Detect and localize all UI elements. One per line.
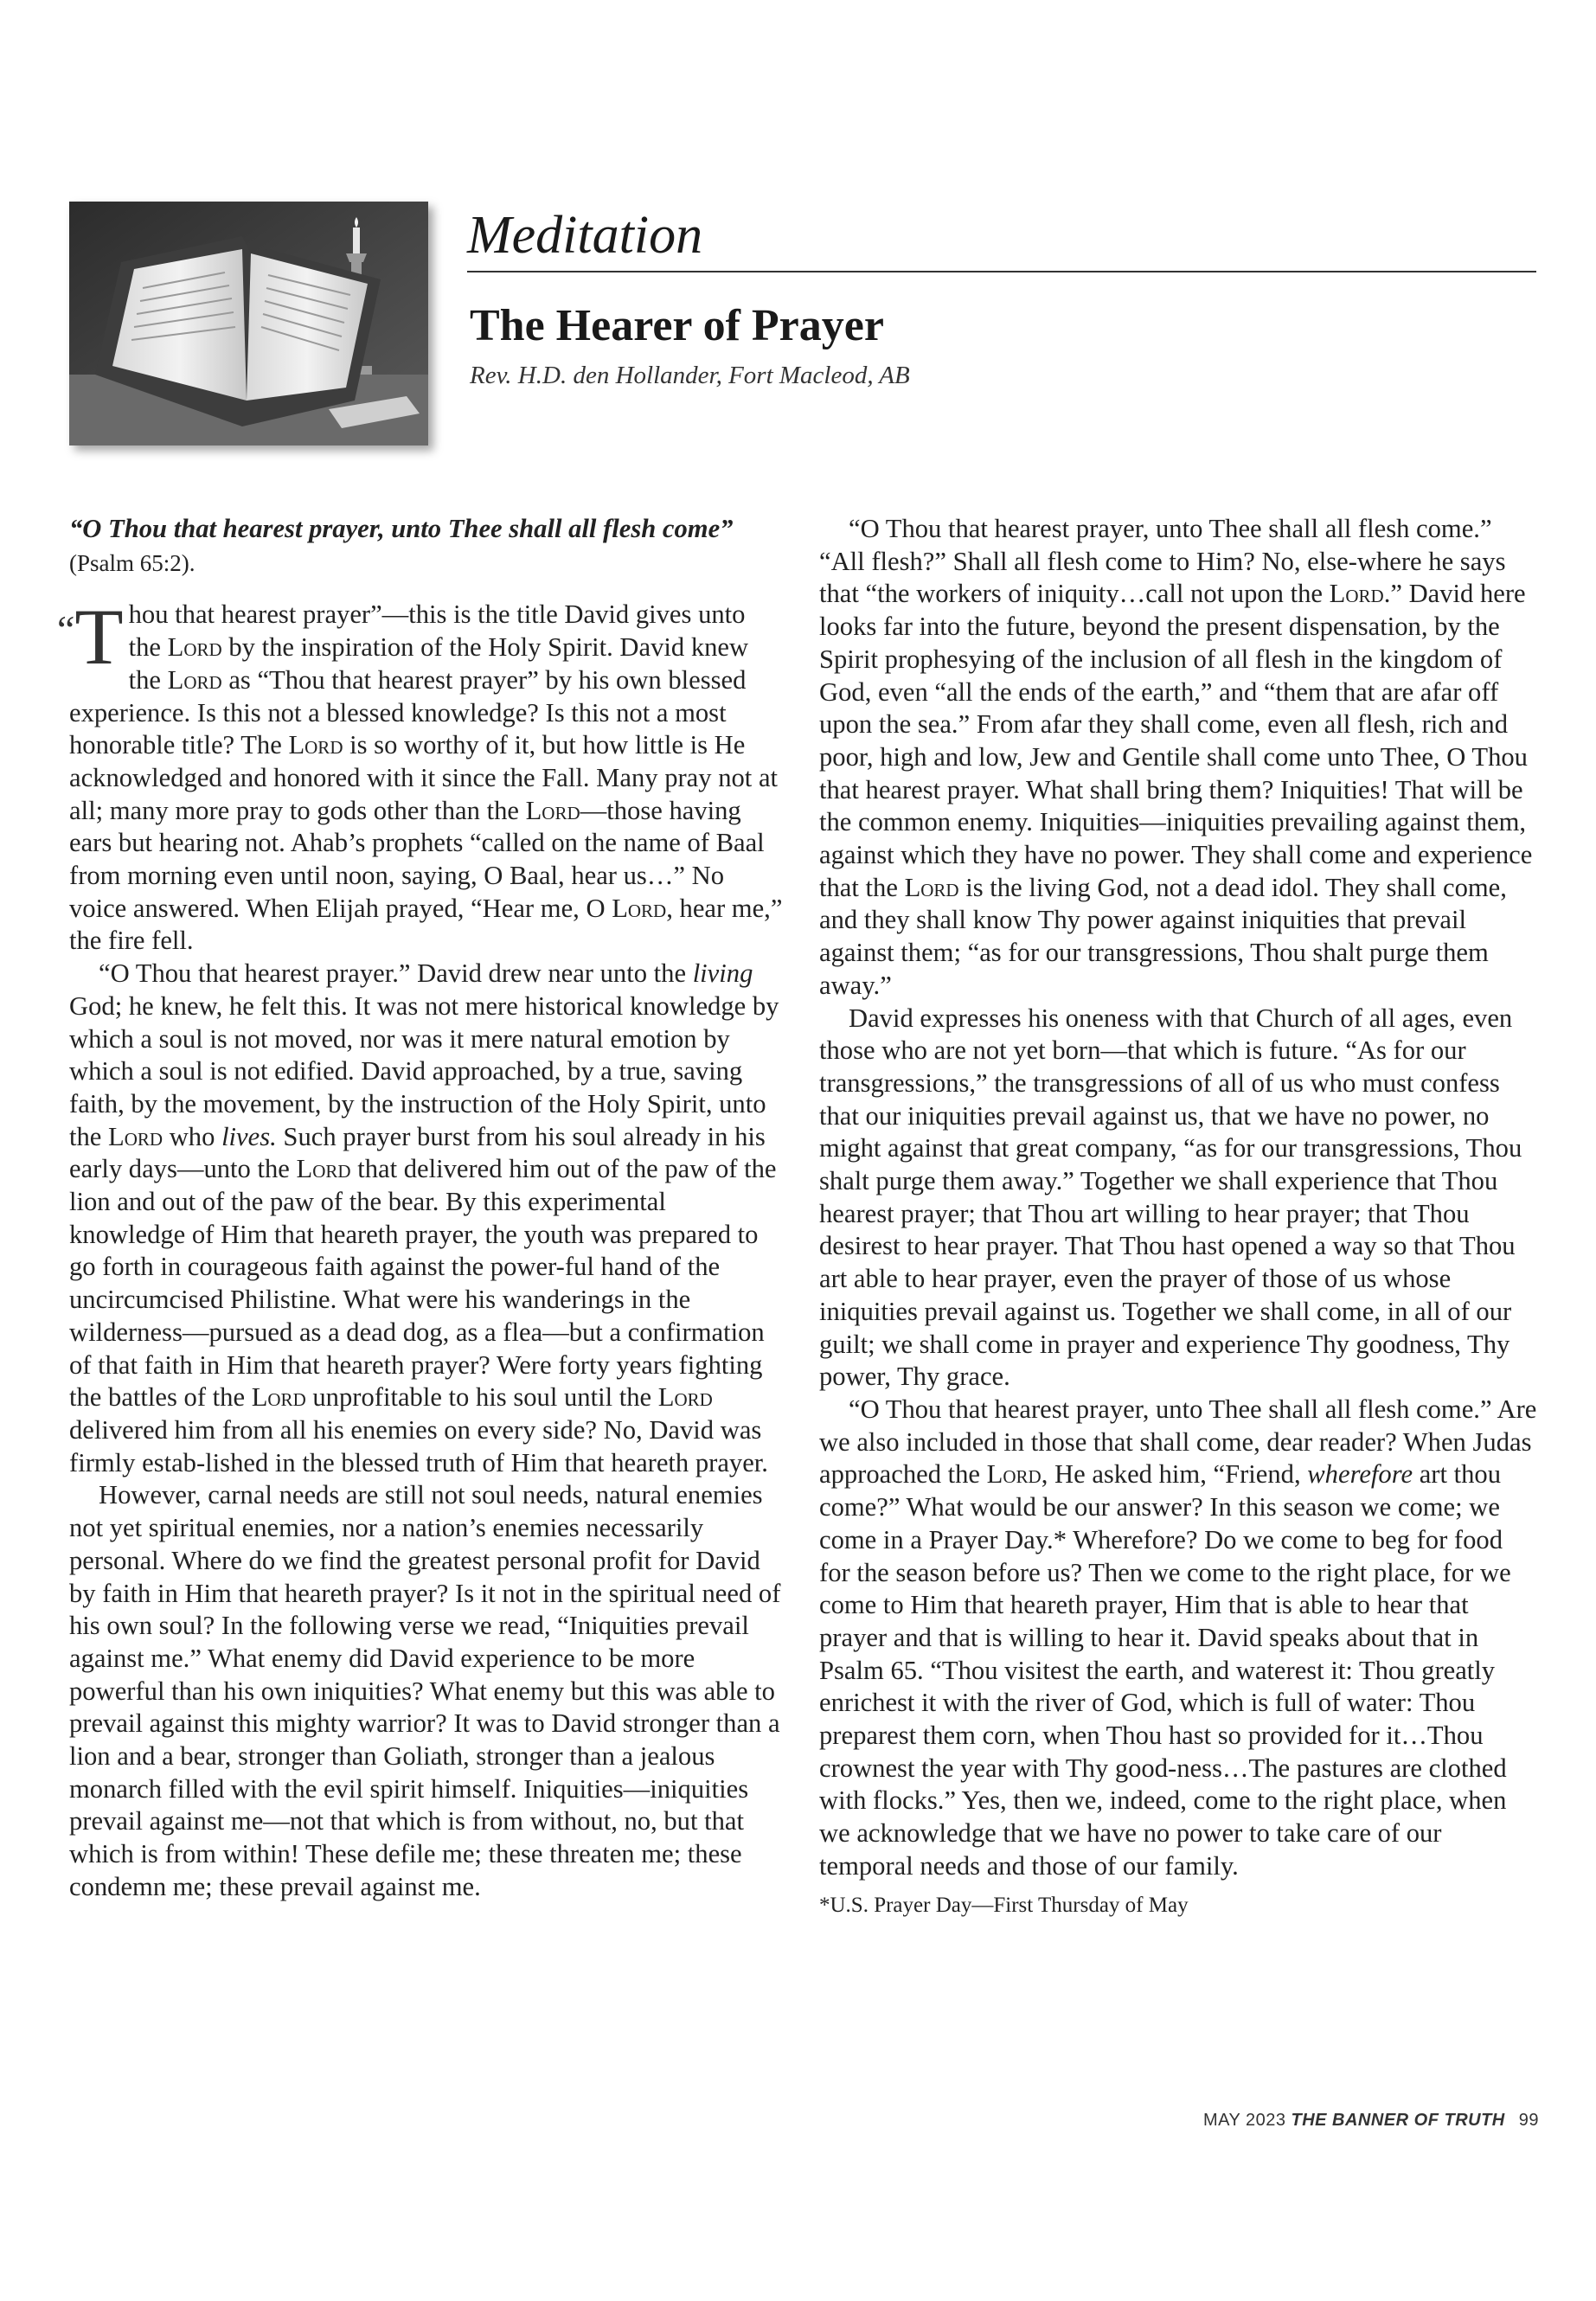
left-column	[57, 513, 783, 1904]
page-number: 99	[1518, 2111, 1539, 2130]
article-title: The Hearer of Prayer	[470, 301, 884, 350]
epigraph-reference: (Psalm 65:2).	[69, 549, 195, 576]
paragraph-2: “O Thou that hearest prayer.” David drew near unto the living God; he knew, he felt this. It was not mere historical knowledge by which a soul is not moved, nor was it mere natural emotion by which a soul is not edified. David approached, by a true, saving faith, by the movement, by the instruction of the Holy Spirit, unto the Lord who lives. Such prayer burst from his soul already in his early days—unto the Lord that delivered him out of the paw of the lion and out of the paw of the bear. By this experimental knowledge of Him that heareth prayer, the youth was prepared to go forth in courageous faith against the power-ful hand of the uncircumcised Philistine. What were his wanderings in the wilderness—pursued as a dead dog, as a flea—but a confirmation of that faith in Him that heareth prayer? Were forty years fighting the battles of the Lord unprofitable to his soul until the Lord delivered him from all his enemies on every side? No, David was firmly estab-lished in the blessed truth of Him that heareth prayer.	[69, 958, 779, 1477]
header-illustration-open-bible	[69, 202, 428, 445]
paragraph-3: However, carnal needs are still not soul needs, natural enemies not yet spiritual enemies, nor a nation’s enemies necessarily personal. Where do we find the greatest personal profit for David by faith in Him that heareth prayer? Is it not in the spiritual need of his own soul? In the following verse we read, “Iniquities prevail against me.” What enemy did David experience to be more powerful than his own iniquities? What enemy but this was able to prevail against this mighty warrior? It was to David stronger than a lion and a bear, stronger than Goliath, stronger than a jealous monarch filled with the evil spirit himself. Iniquities—iniquities prevail against me—not that which is from without, no, but that which is from within! These defile me; these threaten me; these condemn me; these prevail against me.	[69, 1480, 781, 1901]
footnote: *U.S. Prayer Day—First Thursday of May	[819, 1893, 1189, 1917]
drop-cap: “T	[57, 593, 124, 682]
paragraph-4: “O Thou that hearest prayer, unto Thee shall all flesh come.” “All flesh?” Shall all flesh come to Him? No, else-where he says that “the workers of iniquity…call not upon the Lord.” David here looks far into the future, beyond the present dispensation, by the Spirit prophesying of the inclusion of all flesh in the kingdom of God, even “all the ends of the earth,” and “them that are afar off upon the sea.” From afar they shall come, even all flesh, rich and poor, high and low, Jew and Gentile shall come unto Thee, O Thou that hearest prayer. What shall bring them? Iniquities! That will be the common enemy. Iniquities—iniquities prevailing against them, against which they have no power. They shall come and experience that the Lord is the living God, not a dead idol. They shall come, and they shall know Thy power against iniquities that prevail against them; “as for our transgressions, Thou shalt purge them away.”	[819, 514, 1533, 1000]
paragraph-5: David expresses his oneness with that Church of all ages, even those who are not yet born—that which is future. “As for our transgressions,” the transgressions of all of us who must confess that our iniquities prevail against us, that we have no power, no might against that great company, “as for our transgressions, Thou shalt purge them away.” Together we shall experience that Thou hearest prayer; that Thou art willing to hear prayer; that Thou desirest to hear prayer. That Thou hast opened a way so that Thou art able to hear prayer, even the prayer of those of us whose iniquities prevail against us. Together we shall come, in all of our guilt; we shall come in prayer and experience Thy goodness, Thy power, Thy grace.	[819, 1003, 1522, 1392]
open-bible-candle-illustration	[69, 202, 428, 445]
section-title: Meditation	[467, 206, 703, 265]
epigraph	[69, 513, 783, 580]
right-column	[819, 513, 1539, 1920]
author-byline: Rev. H.D. den Hollander, Fort Macleod, AB	[470, 362, 910, 389]
issue-date: MAY 2023	[1202, 2111, 1286, 2130]
page-footer	[1203, 2111, 1539, 2131]
epigraph-verse: “O Thou that hearest prayer, unto Thee shall all flesh come”	[69, 514, 734, 543]
magazine-name: THE BANNER OF TRUTH	[1291, 2111, 1505, 2130]
header-divider	[467, 271, 1536, 272]
paragraph-6: “O Thou that hearest prayer, unto Thee shall all flesh come.” Are we also included in those that shall come, dear reader? When Judas approached the Lord, He asked him, “Friend, wherefore art thou come?” What would be our answer? In this season we come; we come in a Prayer Day.* Wherefore? Do we come to beg for food for the season before us? Then we come to the right place, for we come to Him that heareth prayer, Him that is able to hear that prayer and that is willing to hear it. David speaks about that in Psalm 65. “Thou visitest the earth, and waterest it: Thou greatly enrichest it with the river of God, which is full of water: Thou preparest them corn, when Thou hast so provided for it…Thou crownest the year with Thy good-ness…The pastures are clothed with flocks.” Yes, then we, indeed, come to the right place, when we acknowledge that we have no power to take care of our temporal needs and those of our family.	[819, 1394, 1537, 1881]
paragraph-1: “T hou that hearest prayer”—this is the title David gives unto the Lord by the inspiration of the Holy Spirit. David knew the Lord as “Thou that hearest prayer” by his own blessed experience. Is this not a blessed knowledge? Is this not a most honorable title? The Lord is so worthy of it, but how little is He acknowledged and honored with it since the Fall. Many pray not at all; many more pray to gods other than the Lord—those having ears but hearing not. Ahab’s prophets “called on the name of Baal from morning even until noon, saying, O Baal, hear us…” No voice answered. When Elijah prayed, “Hear me, O Lord, hear me,” the fire fell.	[57, 593, 783, 956]
